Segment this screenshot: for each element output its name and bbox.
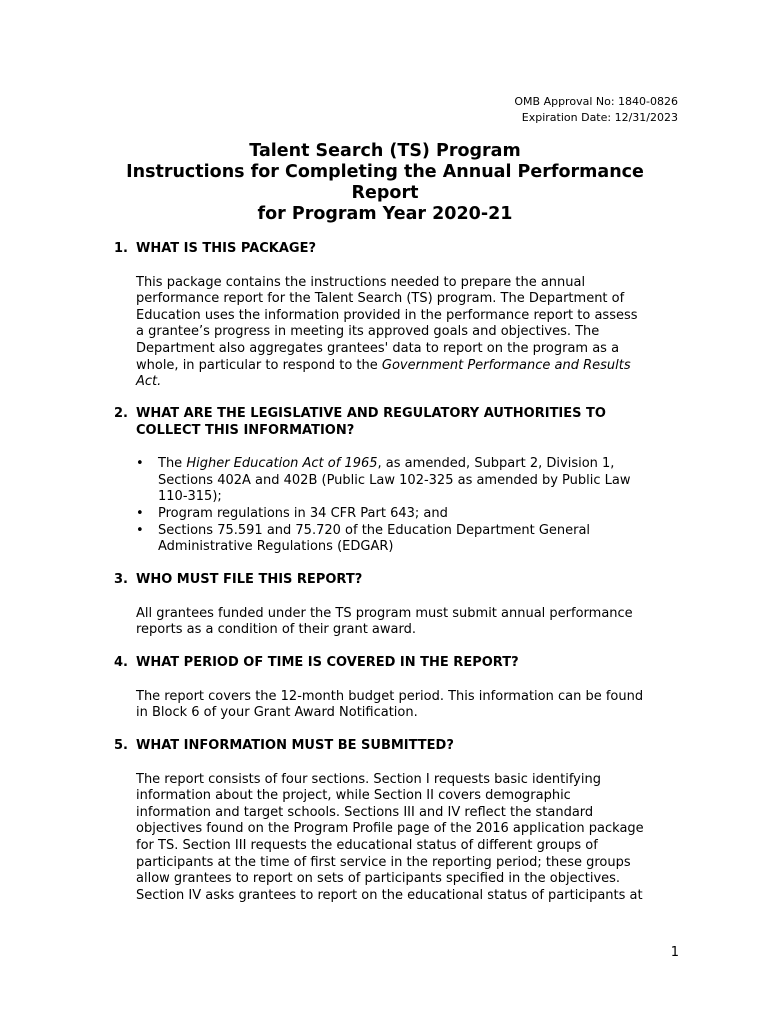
body-line: Program regulations in 34 CFR Part 643; and [158,505,448,521]
omb-approval-number: OMB Approval No: 1840-0826 [514,95,678,108]
section-2 [114,406,684,556]
body-line [136,358,684,375]
body-line: for TS. Section III requests the educational status of different groups of [136,837,598,853]
body-line: All grantees funded under the TS program must submit annual performance [136,605,633,621]
section-heading [114,572,684,589]
body-line: information about the project, while Section II covers demographic [136,788,571,804]
body-line: allow grantees to report on sets of participants specified in the objectives. [136,871,621,887]
title-line-3: Report [351,183,419,203]
section-number: 2. [114,406,128,421]
section-heading-text: WHAT IS THIS PACKAGE? [136,241,317,256]
section-1 [114,241,684,391]
body-line: information and target schools. Sections III and IV reflect the standard [136,804,594,820]
body-line: reports as a condition of their grant award. [136,622,417,638]
section-heading [114,406,684,439]
body-line: Education uses the information provided in the performance report to assess [136,307,638,323]
section-heading-text [136,406,606,439]
section-heading-text: WHAT PERIOD OF TIME IS COVERED IN THE REPORT? [136,655,519,670]
section-4 [114,655,684,722]
list-item [136,523,684,556]
body-line: a grantee’s progress in meeting its approved goals and objectives. The [136,324,600,340]
section-body [136,275,684,391]
document-title [100,141,670,225]
body-line: Section IV asks grantees to report on the educational status of participants at [136,887,643,903]
heading-line: WHAT ARE THE LEGISLATIVE AND REGULATORY AUTHORITIES TO [136,406,606,421]
section-body [136,606,684,639]
omb-expiration-date: Expiration Date: 12/31/2023 [521,111,678,124]
body-line: Administrative Regulations (EDGAR) [158,539,394,555]
section-number: 5. [114,738,128,753]
body-line: This package contains the instructions needed to prepare the annual [136,274,586,290]
section-heading [114,655,684,672]
section-heading [114,738,684,755]
body-line: 110-315); [158,489,222,505]
body-line: The report covers the 12-month budget period. This information can be found [136,688,644,704]
body-line [158,456,684,473]
bullet-icon: • [136,522,144,538]
title-line-4: for Program Year 2020-21 [257,204,513,224]
title-line-2: Instructions for Completing the Annual Performance [126,162,644,182]
page-number: 1 [670,945,679,960]
body-text: whole, in particular to respond to the [136,357,382,373]
section-5 [114,738,684,904]
section-heading [114,241,684,258]
body-text: , as amended, Subpart 2, Division 1, [377,456,615,472]
section-body [136,772,684,905]
body-line [136,374,684,391]
section-number: 4. [114,655,128,670]
section-body [136,689,684,722]
omb-info [514,94,678,126]
gpra-title-italic-end: Act. [136,374,162,390]
section-number: 1. [114,241,128,256]
bullet-icon: • [136,456,144,472]
authorities-list [136,456,684,556]
section-number: 3. [114,572,128,587]
body-line: performance report for the Talent Search (TS) program. The Department of [136,291,625,307]
body-line: objectives found on the Program Profile page of the 2016 application package [136,821,644,837]
section-heading-text: WHAT INFORMATION MUST BE SUBMITTED? [136,738,454,753]
list-item [136,456,684,506]
heading-line: COLLECT THIS INFORMATION? [136,422,355,438]
section-heading-text: WHO MUST FILE THIS REPORT? [136,572,363,587]
body-line: in Block 6 of your Grant Award Notification. [136,705,418,721]
body-line: Sections 75.591 and 75.720 of the Education Department General [158,522,591,538]
body-line: The report consists of four sections. Section I requests basic identifying [136,771,601,787]
body-line: Department also aggregates grantees' data to report on the program as a [136,340,620,356]
hea-title-italic: Higher Education Act of 1965 [186,456,378,472]
title-line-1: Talent Search (TS) Program [249,141,521,161]
body-line: participants at the time of first service in the reporting period; these groups [136,854,631,870]
section-3 [114,572,684,639]
bullet-icon: • [136,505,144,521]
body-line: Sections 402A and 402B (Public Law 102-325 as amended by Public Law [158,472,631,488]
gpra-title-italic: Government Performance and Results [381,357,631,373]
body-text: The [158,456,187,472]
list-item [136,506,684,523]
